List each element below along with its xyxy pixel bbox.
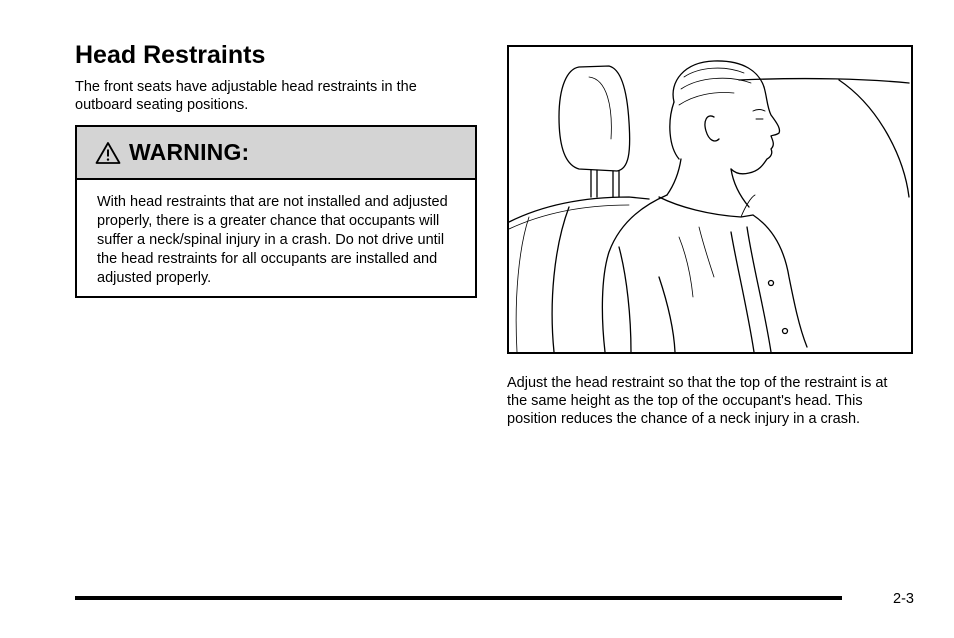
intro-paragraph: The front seats have adjustable head restraints in the outboard seating positions. [75,79,417,113]
footer-rule [75,596,842,600]
headrest [559,66,630,171]
neck-front [731,169,749,207]
shirt-button [769,281,774,286]
head-restraint-illustration [507,45,913,354]
arm-front [659,277,675,352]
seatback-side [552,207,569,352]
chest-front [753,215,807,347]
collar [659,197,753,217]
warning-box [75,125,477,298]
face-profile [731,87,780,174]
section-title: Head Restraints [75,41,266,69]
shirt-button [783,329,788,334]
seatback-top [509,197,649,222]
headrest-post-right [613,171,619,197]
ear [705,116,719,141]
hair-top [673,61,764,102]
headrest-post-left [591,170,597,197]
figure-caption: Adjust the head restraint so that the top of the restraint is at the same height as the top of the occupant's head. This position reduces the chance of a neck injury in a crash. [507,375,888,427]
warning-header [77,127,475,180]
window-pillar [839,80,909,197]
warning-label: WARNING: [129,139,250,165]
seated-occupant-drawing [509,47,911,352]
back-of-head [670,102,679,159]
page-number: 2-3 [893,591,914,607]
shoulder-back [602,195,667,352]
warning-triangle-icon [95,141,121,165]
neck-back [667,159,681,195]
window-line [739,79,909,83]
warning-text: With head restraints that are not installed and adjusted properly, there is a greater chance that occupants will suffer a neck/spinal injury in a crash. Do not drive until the head restraints for all occupants are installed and adjusted properly. [97,194,448,286]
arm-back [619,247,631,352]
